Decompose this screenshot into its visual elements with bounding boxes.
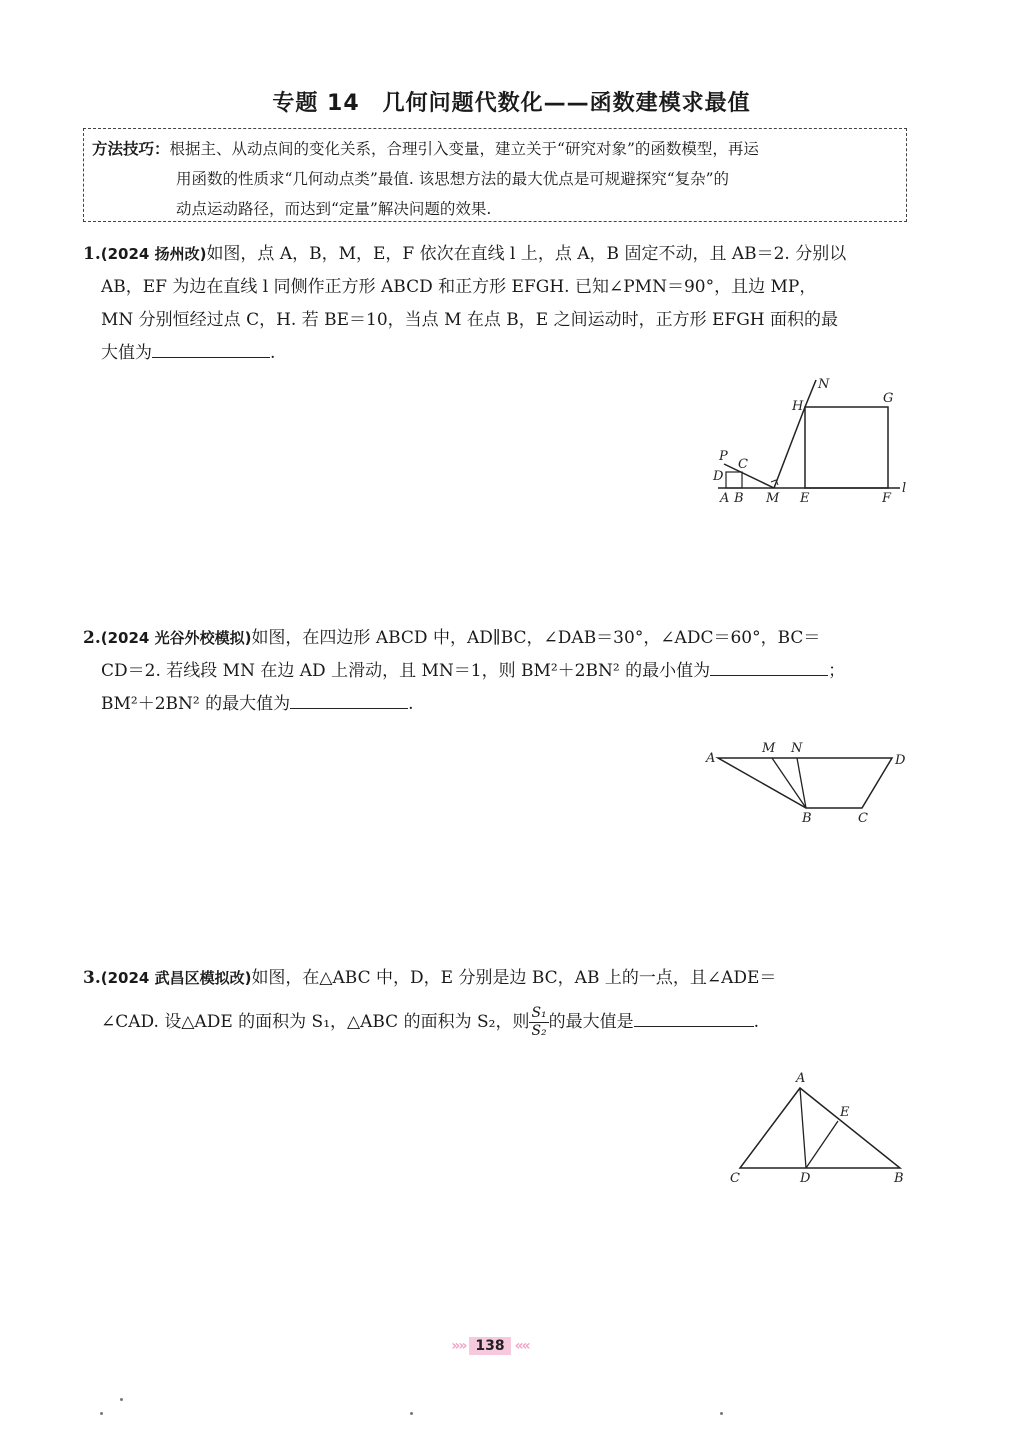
problem-1-line-2: AB，EF 为边在直线 l 同侧作正方形 ABCD 和正方形 EFGH. 已知∠PMN＝90°，且边 MP， [101,277,817,297]
figure-problem-1 [700,372,920,512]
problem-2-line-2: CD＝2. 若线段 MN 在边 AD 上滑动，且 MN＝1，则 BM²＋2BN² 的最小值为 ； [83,655,913,688]
ray-mp [724,464,774,488]
problem-1-source: (2024 扬州改) [100,245,207,263]
fig1-label: G [883,391,894,406]
fig2-label: N [791,741,803,756]
problem-2-line-3: BM²＋2BN² 的最大值为 . [83,688,913,721]
figure-problem-2 [700,738,920,828]
method-label: 方法技巧： [92,140,170,158]
problem-2-source: (2024 光谷外校模拟) [100,629,252,647]
fig1-label: F [882,491,892,506]
fig3-label: B [894,1171,904,1186]
fig1-label: E [800,491,810,506]
method-line-2: 用函数的性质求“几何动点类”最值. 该思想方法的最大优点是可规避探究“复杂”的 [176,170,730,188]
scan-speck [720,1412,723,1415]
fig3-label: D [800,1171,811,1186]
fig2-label: C [858,811,868,826]
fig2-label: M [762,741,776,756]
triangle-abc [740,1088,900,1168]
method-line-3: 动点运动路径，而达到“定量”解决问题的效果. [176,200,492,218]
problem-1-line-3: MN 分别恒经过点 C，H. 若 BE＝10，当点 M 在点 B，E 之间运动时，正方形 EFGH 面积的最 [101,310,839,330]
fig1-label: B [734,491,744,506]
fig1-label: H [792,399,804,414]
page-number-footer [430,1338,550,1354]
arrows-left-icon: »» [451,1338,466,1354]
figure-problem-3 [720,1068,920,1193]
fig2-label: A [706,751,716,766]
fig1-label: D [713,469,724,484]
fig1-label: A [720,491,730,506]
fig2-label: D [895,753,906,768]
arrows-right-icon: «« [514,1338,529,1354]
fig2-label: B [802,811,812,826]
fig3-label: C [730,1171,740,1186]
fig1-label: N [818,377,830,392]
problem-1 [83,238,913,370]
scan-speck [410,1412,413,1415]
fig3-label: E [840,1105,850,1120]
fig1-label: M [766,491,780,506]
problem-2 [83,622,913,721]
problem-3-source: (2024 武昌区模拟改) [100,969,252,987]
scan-speck [120,1398,123,1401]
segment-de [806,1121,838,1168]
fraction-s1-s2: $\frac{\text{S₁}}{\text{S₂}}$ [531,1005,547,1039]
fig1-label: C [738,457,748,472]
page-title: 专题 14 几何问题代数化——函数建模求最值 [272,91,751,116]
square-abcd [726,472,742,488]
ray-mn-ext [805,380,816,407]
problem-3-line-1: 3.(2024 武昌区模拟改)如图，在△ABC 中，D，E 分别是边 BC，AB 上的一点，且∠ADE＝ [83,968,777,988]
answer-blank-1[interactable] [152,337,270,358]
method-tips-box [83,128,907,222]
scan-speck [100,1412,103,1415]
method-line-1: 方法技巧：根据主、从动点间的变化关系，合理引入变量，建立关于“研究对象”的函数模型，再运 [92,140,759,158]
fig1-label: l [902,481,907,496]
answer-blank-2b[interactable] [290,688,408,709]
fig3-label: A [796,1071,806,1086]
problem-2-line-1: 2.(2024 光谷外校模拟)如图，在四边形 ABCD 中，AD∥BC，∠DAB＝30°，∠ADC＝60°，BC＝ [83,628,821,648]
problem-3-line-2: ∠CAD. 设△ADE 的面积为 S₁，△ABC 的面积为 S₂，则 $\frac{\text{S₁}}{\text{S₂}}$ 的最大值是 . [101,1005,760,1039]
problem-1-line-1: 1.(2024 扬州改)如图，点 A，B，M，E，F 依次在直线 l 上，点 A，B 固定不动，且 AB＝2. 分别以 [83,244,847,264]
problem-3 [83,962,913,1040]
square-efgh [805,407,888,488]
segment-ad [800,1088,806,1168]
page-number: 138 [469,1337,510,1355]
segment-mh [774,407,805,488]
problem-1-line-4: 大值为 . [83,337,913,370]
fig1-label: P [719,449,728,464]
answer-blank-2a[interactable] [710,655,828,676]
answer-blank-3[interactable] [634,1006,754,1027]
